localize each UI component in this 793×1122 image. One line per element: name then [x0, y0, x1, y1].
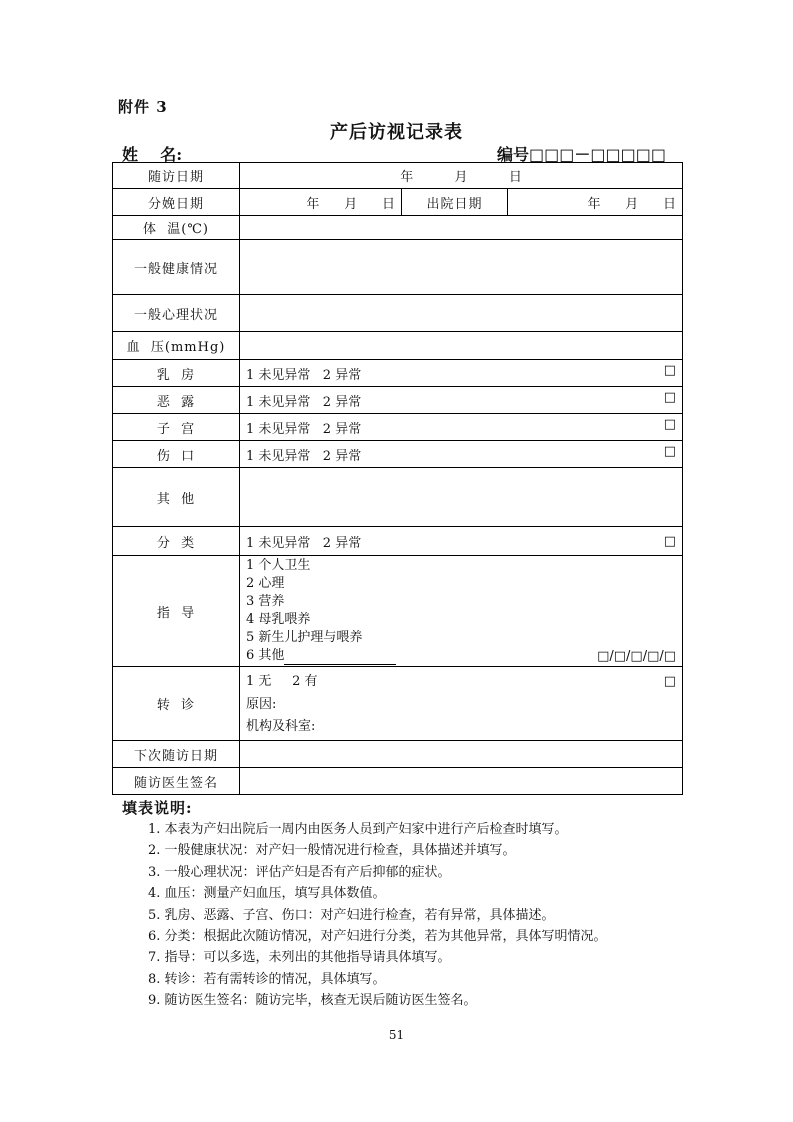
classification-checkbox[interactable]: □: [663, 533, 677, 549]
note-item: 3. 一般心理状况：评估产妇是否有产后抑郁的症状。: [148, 864, 451, 880]
delivery-date-field[interactable]: 年 月 日: [240, 189, 402, 216]
note-item: 2. 一般健康状况：对产妇一般情况进行检查，具体描述并填写。: [148, 843, 516, 859]
visit-date-label: 随访日期: [113, 163, 240, 189]
lochia-label: 恶 露: [113, 387, 240, 414]
guidance-other-line: [246, 647, 676, 665]
row-breast: [113, 360, 683, 387]
row-delivery-date: [113, 189, 683, 216]
form-title: 产后访视记录表: [330, 122, 463, 143]
mental-state-field[interactable]: [240, 295, 683, 332]
doctor-signature-label: 随访医生签名: [113, 768, 240, 795]
number-label-text: 编号: [497, 145, 530, 164]
uterus-field: [240, 414, 683, 441]
referral-field: [240, 667, 683, 741]
breast-field: [240, 360, 683, 387]
note-item: 6. 分类：根据此次随访情况，对产妇进行分类，若为其他异常，具体写明情况。: [148, 928, 607, 944]
guidance-other-label: 6 其他: [246, 648, 285, 663]
other-field[interactable]: [240, 468, 683, 527]
postpartum-visit-form-table: [112, 162, 683, 795]
row-referral: [113, 667, 683, 741]
attachment-label: 附件 3: [118, 98, 168, 116]
guidance-item: 4 母乳喂养: [246, 612, 311, 627]
uterus-label: 子 宫: [113, 414, 240, 441]
notes-title: 填表说明:: [122, 799, 193, 817]
other-label: 其 他: [113, 468, 240, 527]
breast-options: 1 未见异常 2 异常: [246, 367, 362, 383]
temperature-field[interactable]: [240, 216, 683, 240]
row-other: [113, 468, 683, 527]
classification-field: [240, 527, 683, 556]
note-item: 7. 指导：可以多选，未列出的其他指导请具体填写。: [148, 950, 451, 966]
row-guidance: [113, 556, 683, 667]
page-number: 51: [388, 1028, 405, 1042]
uterus-options: 1 未见异常 2 异常: [246, 421, 362, 437]
note-item: 8. 转诊：若有需转诊的情况，具体填写。: [148, 971, 386, 987]
guidance-label: 指 导: [113, 556, 240, 667]
number-boxes-b: □□□□□: [590, 145, 666, 164]
wound-field: [240, 441, 683, 468]
next-visit-field[interactable]: [240, 741, 683, 768]
mental-state-label: 一般心理状况: [113, 295, 240, 332]
guidance-checkboxes[interactable]: □/□/□/□/□: [597, 648, 677, 664]
next-visit-label: 下次随访日期: [113, 741, 240, 768]
row-doctor-signature: [113, 768, 683, 795]
lochia-field: [240, 387, 683, 414]
guidance-item: 2 心理: [246, 576, 285, 591]
row-lochia: [113, 387, 683, 414]
note-item: 1. 本表为产妇出院后一周内由医务人员到产妇家中进行产后检查时填写。: [148, 822, 568, 837]
note-item: 5. 乳房、恶露、子宫、伤口：对产妇进行检查，若有异常，具体描述。: [148, 907, 555, 923]
guidance-field: [240, 556, 683, 667]
breast-checkbox[interactable]: □: [663, 362, 677, 378]
note-item: 9. 随访医生签名：随访完毕，核查无误后随访医生签名。: [148, 993, 477, 1009]
classification-options: 1 未见异常 2 异常: [246, 535, 362, 551]
delivery-date-label: 分娩日期: [113, 189, 240, 216]
row-visit-date: [113, 163, 683, 189]
referral-checkbox[interactable]: □: [663, 674, 677, 689]
row-temperature: [113, 216, 683, 240]
blood-pressure-field[interactable]: [240, 332, 683, 360]
discharge-date-field[interactable]: 年 月 日: [508, 189, 683, 216]
general-health-label: 一般健康情况: [113, 240, 240, 295]
lochia-options: 1 未见异常 2 异常: [246, 394, 362, 410]
row-next-visit: [113, 741, 683, 768]
row-uterus: [113, 414, 683, 441]
guidance-other-blank[interactable]: [284, 652, 396, 665]
row-wound: [113, 441, 683, 468]
uterus-checkbox[interactable]: □: [663, 416, 677, 432]
name-label: 姓 名:: [122, 145, 183, 164]
row-mental-state: [113, 295, 683, 332]
wound-checkbox[interactable]: □: [663, 443, 677, 459]
wound-options: 1 未见异常 2 异常: [246, 448, 362, 464]
referral-options: 1 无 2 有: [246, 673, 318, 689]
general-health-field[interactable]: [240, 240, 683, 295]
guidance-item: 1 个人卫生: [246, 558, 311, 573]
row-general-health: [113, 240, 683, 295]
wound-label: 伤 口: [113, 441, 240, 468]
blood-pressure-label: 血 压(mmHg): [113, 332, 240, 360]
lochia-checkbox[interactable]: □: [663, 389, 677, 405]
doctor-signature-field[interactable]: [240, 768, 683, 795]
guidance-item: 3 营养: [246, 594, 285, 609]
discharge-date-label: 出院日期: [402, 189, 508, 216]
row-classification: [113, 527, 683, 556]
temperature-label: 体 温(℃): [113, 216, 240, 240]
guidance-item: 5 新生儿护理与喂养: [246, 630, 363, 645]
classification-label: 分 类: [113, 527, 240, 556]
number-boxes-a: □□□: [529, 145, 575, 164]
notes-list: [148, 819, 688, 1012]
referral-institution: 机构及科室:: [246, 718, 316, 734]
number-dash: －: [574, 145, 591, 164]
note-item: 4. 血压：测量产妇血压，填写具体数值。: [148, 886, 386, 902]
referral-reason: 原因:: [246, 696, 277, 712]
visit-date-field[interactable]: 年 月 日: [240, 163, 683, 189]
row-blood-pressure: [113, 332, 683, 360]
breast-label: 乳 房: [113, 360, 240, 387]
referral-label: 转 诊: [113, 667, 240, 741]
